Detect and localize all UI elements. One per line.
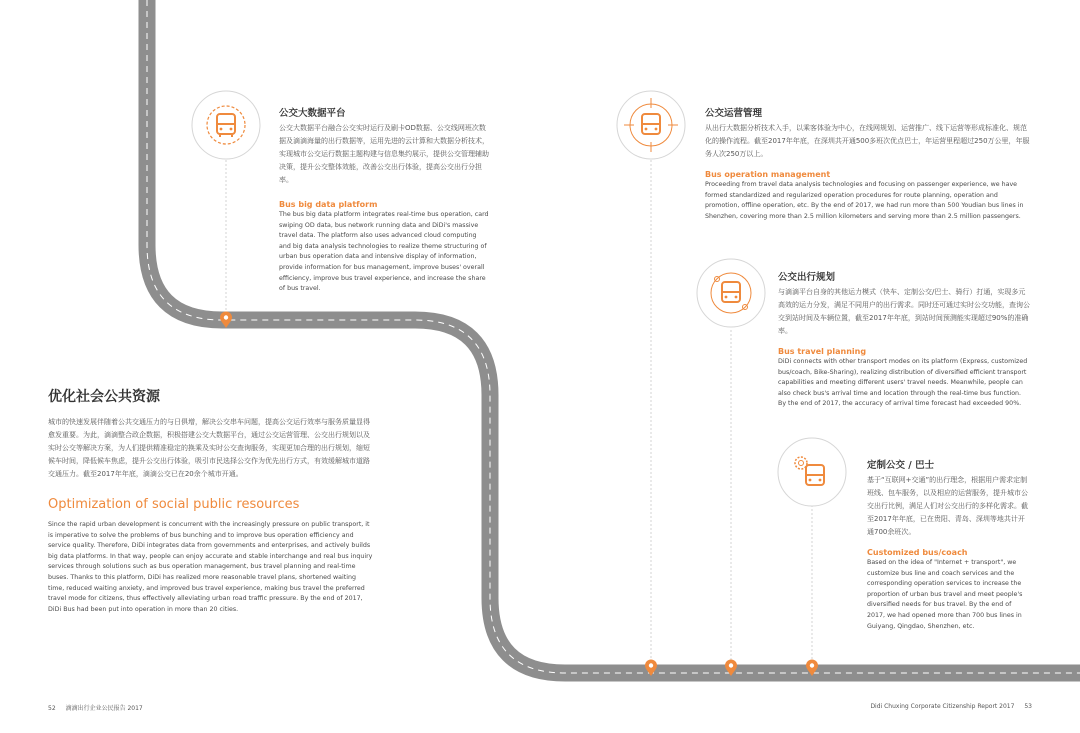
section-body-en: DiDi connects with other transport modes on its platform (Express, customized bus/coach, Bike-Sharing), realizing distribution of diversified efficient transport capabilities and meeting different users' travel needs. Meanwhile, people can also check bus's arrival time and location through the real-time bus function. By the end of 2017, the accuracy of arrival time forecast had exceeded 90%. bbox=[778, 358, 1028, 408]
footer-left bbox=[48, 703, 143, 712]
section-body-en: Based on the idea of "Internet + transport", we customize bus line and coach services and the corresponding operation services to increase the proportion of urban bus travel and meet people's diversified needs for bus travel. By the end of 2017, we had opened more than 700 bus lines in Guiyang, Qingdao, Shenzhen, etc. bbox=[867, 559, 1023, 630]
section-title-zh: 公交出行规划 bbox=[778, 272, 836, 283]
section-bus-operation bbox=[705, 107, 1030, 222]
bus-target-icon bbox=[616, 90, 686, 160]
section-body-zh: 公交大数据平台融合公交实时运行及刷卡OD数据、公交线网班次数据及滴滴海量的出行数据等，运用先进的云计算和大数据分析技术，实现城市公交运行数据主题构建与信息集约展示，提供公交管理辅助决策，提升公交整体效能，改善公交出行体验，提高公交出行分担率。 bbox=[279, 124, 489, 184]
bus-route-icon bbox=[696, 258, 766, 328]
location-pin-icon bbox=[644, 659, 658, 677]
section-body-zh: 从出行大数据分析技术入手，以乘客体验为中心，在线网规划、运营推广、线下运营等形成标准化、规范化的操作流程。截至2017年年底，在深圳共开通500多班次优点巴士，年运营里程超过250万公里，年服务人次250万以上。 bbox=[705, 124, 1030, 158]
section-title-en: Bus operation management bbox=[705, 170, 831, 179]
section-body-en: Proceeding from travel data analysis technologies and focusing on passenger experience, we have formed standardized and regularized operation procedures for route planning, operation and promotion, offline operation, etc. By the end of 2017, we had run more than 500 Youdian bus lines in Shenzhen, covering more than 2.5 million kilometers and serving more than 2.5 million passengers. bbox=[705, 181, 1024, 220]
page-number: 53 bbox=[1024, 703, 1032, 710]
intro-body-zh: 城市的快速发展伴随着公共交通压力的与日俱增，解决公交串车问题，提高公交运行效率与服务质量显得愈发重要。为此，滴滴整合政企数据，积极搭建公交大数据平台，通过公交运营管理、公交出行规划以及实时公交等解决方案，为人们提供精准稳定的换乘及实时公交查询服务，实现更加合理的出行规划，缩短候车时间，降低候车焦虑，提升公交出行体验，吸引市民选择公交作为优先出行方式，有效缓解城市道路交通压力。截至2017年年底，滴滴公交已在20余个城市开通。 bbox=[48, 418, 370, 478]
intro-body-en: Since the rapid urban development is concurrent with the increasingly pressure on public transport, it is imperative to solve the problems of bus bunching and to improve bus operation efficiency and service quality. Therefore, DiDi integrates data from governments and enterprises, and actively builds big data platforms. In that way, people can enjoy accurate and stable interchange and real bus inquiry services through solutions such as bus operation management, bus travel planning and real-time buses. Thanks to this platform, DiDi has realized more reasonable travel plans, shortened waiting time, reduced waiting anxiety, and improved bus travel experience, making bus travel the preferred travel mode for citizens, thus effectively alleviating urban road traffic pressure. By the end of 2017, DiDi Bus had been put into operation in more than 20 cities. bbox=[48, 521, 373, 613]
section-body-zh: 与滴滴平台自身的其他运力模式（快车、定制公交/巴士、骑行）打通，实现多元高效的运力分发，满足不同用户的出行需求。同时还可通过实时公交功能，查询公交到站时间及车辆位置，截至2017年年底，到站时间预测能实现超过90%的准确率。 bbox=[778, 288, 1030, 335]
section-customized-bus bbox=[867, 459, 1030, 632]
location-pin-icon bbox=[805, 659, 819, 677]
intro-section bbox=[48, 386, 373, 615]
section-title-zh: 公交运营管理 bbox=[705, 108, 763, 119]
section-title-en: Bus travel planning bbox=[778, 347, 867, 356]
section-bus-travel-planning bbox=[778, 271, 1030, 410]
section-body-en: The bus big data platform integrates real-time bus operation, card swiping OD data, bus network running data and DiDi's massive travel data. The platform also uses advanced cloud computing and big data analysis technologies to realize theme structuring of urban bus operation data and intensive display of information, provide information for bus management, improve buses' overall efficiency, improve bus travel experience, and increase the share of bus travel. bbox=[279, 211, 489, 293]
footer-title: 滴滴出行企业公民报告 2017 bbox=[65, 705, 143, 712]
location-pin-icon bbox=[724, 659, 738, 677]
section-bus-big-data bbox=[279, 107, 489, 295]
section-title-en: Bus big data platform bbox=[279, 200, 378, 209]
bus-data-icon bbox=[191, 90, 261, 160]
section-title-zh: 定制公交 / 巴士 bbox=[867, 460, 935, 471]
intro-title-zh: 优化社会公共资源 bbox=[48, 389, 160, 405]
footer-right bbox=[870, 703, 1032, 710]
page-number: 52 bbox=[48, 705, 56, 712]
section-body-zh: 基于“互联网+交通”的出行理念，根据用户需求定制班线、包车服务，以及相应的运营服务，提升城市公交出行比例，满足人们对公交出行的多样化需求。截至2017年年底，已在贵阳、青岛、深圳等地共计开通700余班次。 bbox=[867, 476, 1028, 536]
location-pin-icon bbox=[219, 311, 233, 329]
section-title-zh: 公交大数据平台 bbox=[279, 108, 346, 119]
intro-title-en: Optimization of social public resources bbox=[48, 497, 300, 512]
footer-title: Didi Chuxing Corporate Citizenship Report 2017 bbox=[870, 703, 1015, 710]
bus-gear-icon bbox=[777, 437, 847, 507]
section-title-en: Customized bus/coach bbox=[867, 548, 968, 557]
